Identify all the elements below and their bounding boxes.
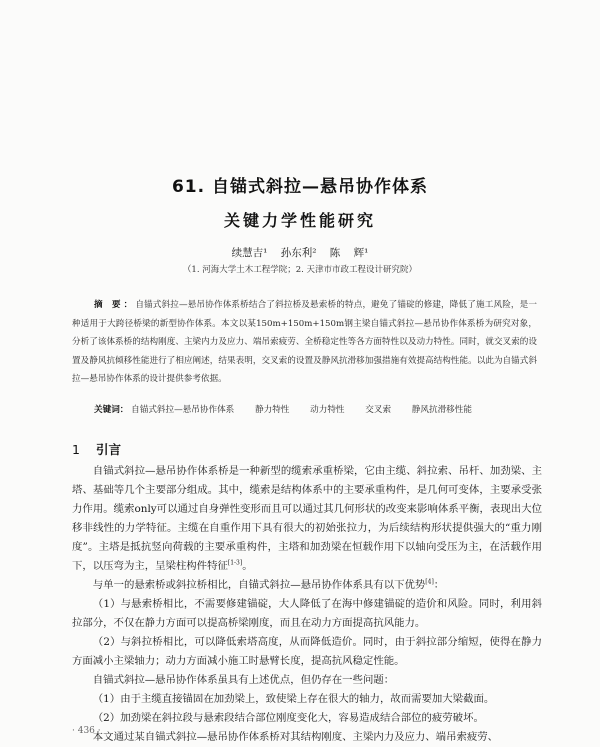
page-number: · 436 · bbox=[72, 726, 101, 736]
paragraph: 本文通过某自锚式斜拉—悬吊协作体系桥对其结构刚度、主梁内力及应力、端吊索疲劳、 bbox=[92, 731, 499, 743]
author-name: 续慧吉¹ bbox=[231, 247, 268, 259]
abstract bbox=[72, 296, 537, 389]
keyword: 自锚式斜拉—悬吊协作体系 bbox=[131, 405, 235, 415]
paragraph: （1）与悬索桥相比，不需要修建锚碇，大人降低了在海中修建锚碇的造价和风险。同时，利用斜拉部分，不仅在静力方面可以提高桥梁刚度，而且在动力方面提高抗风能力。 bbox=[72, 598, 542, 629]
keywords-label: 关键词： bbox=[94, 405, 129, 415]
citation: [4] bbox=[425, 578, 434, 586]
section-title: 引言 bbox=[95, 442, 121, 457]
section-number: 1 bbox=[72, 442, 80, 457]
author-list bbox=[0, 245, 600, 260]
paragraph: （2）加劲梁在斜拉段与悬索段结合部位刚度变化大，容易造成结合部位的疲劳破坏。 bbox=[92, 712, 484, 724]
paragraph: 自锚式斜拉—悬吊协作体系桥是一种新型的缆索承重桥梁，它由主缆、斜拉索、吊杆、加劲梁、主塔、基础等几个主要部分组成。其中，缆索是结构体系中的主要承重构件，是几何可变体，主要承受张力作用。缆索only可以通过自身弹性变形而且可以通过其几何形状的改变来影响体系平衡，表现出大位移非线性的力学特征。主缆在自重作用下具有很大的初始张拉力，为后续结构形状提供强大的“重力刚度”。主塔是抵抗竖向荷载的主要承重构件，主塔和加劲梁在恒载作用下以轴向受压为主，在活载作用下，以压弯为主，呈梁柱构件特征[1-3]。 bbox=[72, 465, 542, 572]
keyword: 静风抗滑移性能 bbox=[411, 405, 472, 415]
citation: [1-3] bbox=[227, 559, 243, 567]
keywords bbox=[94, 404, 544, 416]
section-heading bbox=[72, 440, 121, 458]
abstract-label: 摘 要： bbox=[94, 300, 136, 310]
paragraph: （1）由于主缆直接锚固在加劲梁上，致使梁上存在很大的轴力，故而需要加大梁截面。 bbox=[92, 693, 495, 705]
keyword: 静力特性 bbox=[255, 405, 290, 415]
paper-title-line-2: 关键力学性能研究 bbox=[223, 211, 376, 230]
author-name: 孙东利² bbox=[280, 247, 317, 259]
keyword: 交叉索 bbox=[365, 405, 392, 415]
body-text bbox=[72, 462, 542, 747]
paragraph: （2）与斜拉桥相比，可以降低索塔高度，从而降低造价。同时，由于斜拉部分缩短，使得在静力方面减小主梁轴力；动力方面减小施工时悬臂长度，提高抗风稳定性能。 bbox=[72, 636, 542, 667]
paragraph: 自锚式斜拉—悬吊协作体系虽具有上述优点，但仍存在一些问题： bbox=[92, 674, 395, 686]
author-name: 陈 辉¹ bbox=[329, 247, 369, 259]
keyword: 动力特性 bbox=[310, 405, 345, 415]
affiliations: （1. 河海大学土木工程学院；2. 天津市市政工程设计研究院） bbox=[182, 265, 418, 275]
abstract-text: 自锚式斜拉—悬吊协作体系桥结合了斜拉桥及悬索桥的特点，避免了锚碇的修建，降低了施工风险，是一种适用于大跨径桥梁的新型协作体系。本文以某150m+150m+150m钢主梁自锚式斜拉—悬吊协作体系桥为研究对象，分析了该体系桥的结构刚度、主梁内力及应力、端吊索疲劳、全桥稳定性等各方面特性以及动力特性。同时，就交叉索的设置及静风抗倾移性能进行了相应阐述，结果表明，交叉索的设置及静风抗滑移加强措施有效提高结构性能。以此为自锚式斜拉—悬吊协作体系的设计提供参考依据。 bbox=[72, 300, 537, 385]
paragraph: 与单一的悬索桥或斜拉桥相比，自锚式斜拉—悬吊协作体系具有以下优势[4]： bbox=[92, 578, 445, 591]
paper-title-line-1: 61. 自锚式斜拉—悬吊协作体系 bbox=[171, 177, 429, 197]
